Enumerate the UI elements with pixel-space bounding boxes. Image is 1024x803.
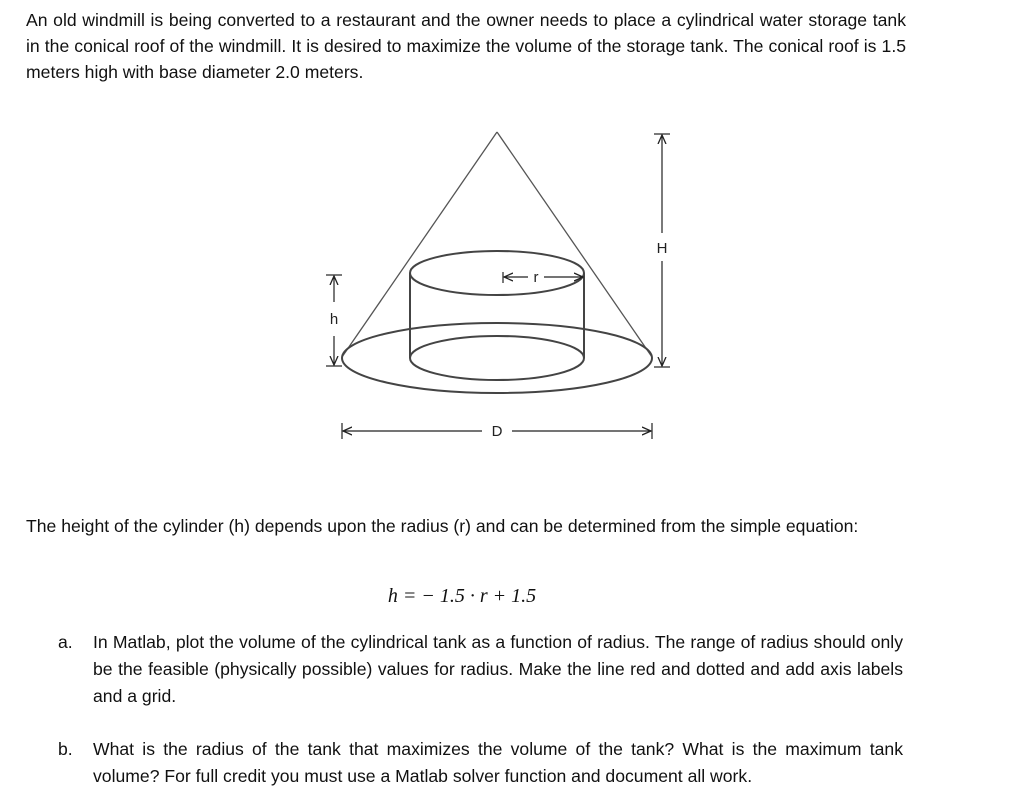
equation-intro-paragraph: The height of the cylinder (h) depends upon the radius (r) and can be determined from the simple equation: (26, 516, 859, 536)
intro-paragraph: An old windmill is being converted to a restaurant and the owner needs to place a cylindrical water storage tank in the conical roof of the windmill. It is desired to maximize the volume of the storage tank. The conical roof is 1.5 meters high with base diameter 2.0 meters. (26, 10, 906, 82)
h-label: h (329, 311, 339, 328)
cone-base-ellipse (342, 323, 652, 393)
question-a-letter: a. (58, 632, 73, 652)
diagram-svg (290, 125, 710, 445)
cone-cylinder-diagram (290, 125, 710, 445)
question-b-text: What is the radius of the tank that maximizes the volume of the tank? What is the maximum tank volume? For full credit you must use a Matlab solver function and document all work. (93, 739, 903, 786)
D-label: D (491, 423, 503, 440)
question-a-text: In Matlab, plot the volume of the cylindrical tank as a function of radius. The range of radius should only be the feasible (physically possible) values for radius. Make the line red and dotted and add axis labels and a grid. (93, 632, 903, 706)
r-label: r (533, 269, 539, 286)
cylinder-bottom-ellipse (410, 336, 584, 380)
cylinder-top-ellipse (410, 251, 584, 295)
question-b-letter: b. (58, 739, 73, 759)
H-label: H (656, 240, 668, 257)
height-equation: h = − 1.5 · r + 1.5 (387, 585, 537, 607)
